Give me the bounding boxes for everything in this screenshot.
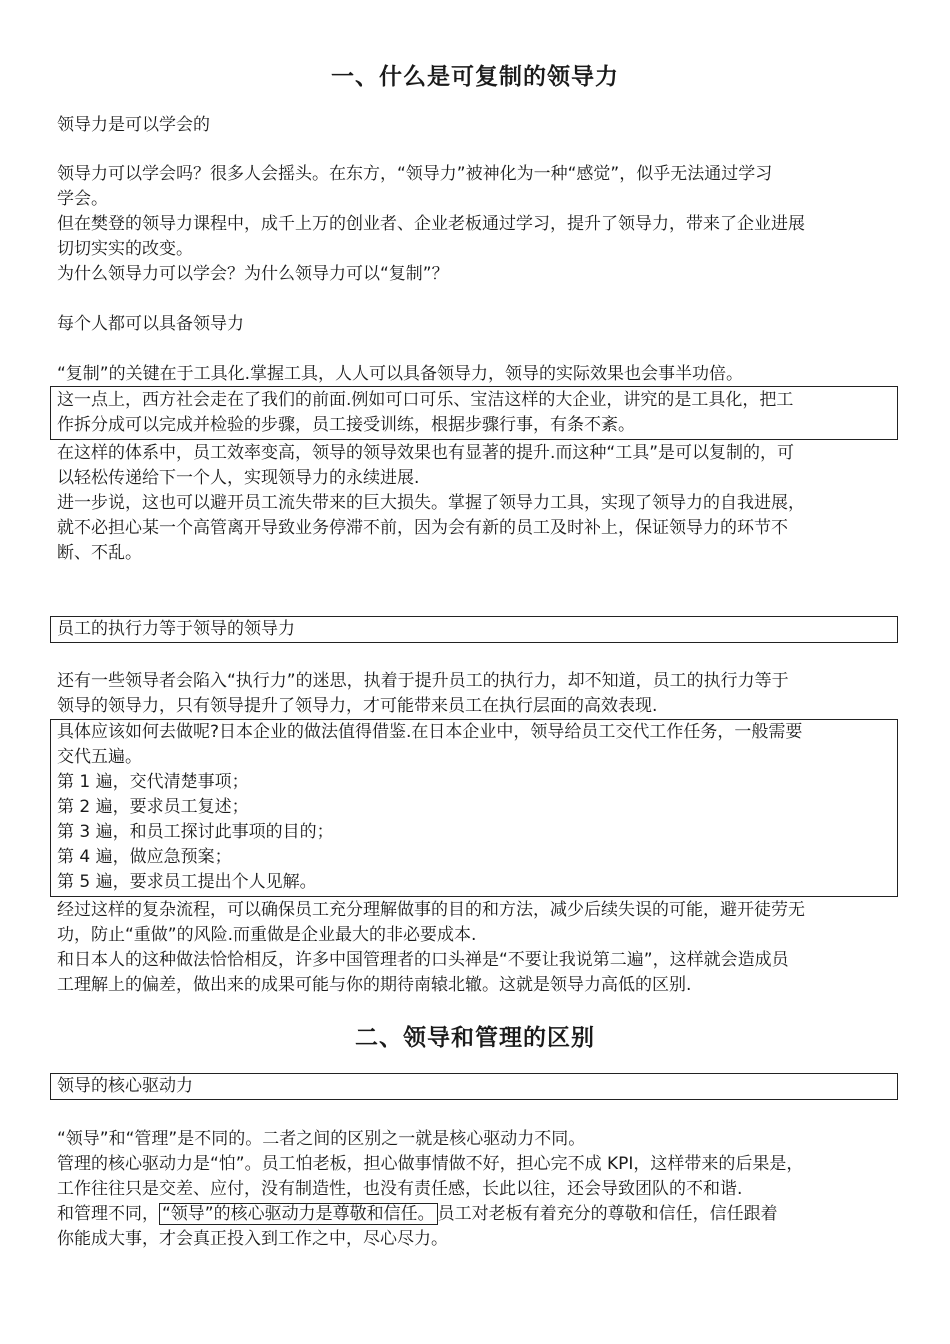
text-line: 切切实实的改变。 (57, 239, 193, 259)
text-line: 为什么领导力可以学会？为什么领导力可以“复制”？ (57, 264, 449, 284)
text-line: 进一步说，这也可以避开员工流失带来的巨大损失。掌握了领导力工具，实现了领导力的自我进展， (57, 493, 805, 513)
text-line: 但在樊登的领导力课程中，成千上万的创业者、企业老板通过学习，提升了领导力，带来了企业进展 (57, 214, 805, 234)
text-line: 断、不乱。 (57, 543, 142, 563)
list-item: 第 3 遍，和员工探讨此事项的目的； (57, 822, 334, 842)
subheading-learnable: 领导力是可以学会的 (57, 115, 210, 135)
text-line: 管理的核心驱动力是“怕”。员工怕老板，担心做事情做不好，担心完不成 KPI，这样带来的后果是， (57, 1154, 804, 1174)
text-line: 和日本人的这种做法恰恰相反，许多中国管理者的口头禅是“不要让我说第二遍”，这样就会造成员 (57, 950, 789, 970)
text-line: 工作往往只是交差、应付，没有制造性，也没有责任感，长此以往，还会导致团队的不和谐. (57, 1179, 743, 1199)
paragraph-execution (57, 669, 897, 719)
text-line: 作拆分成可以完成并检验的步骤，员工接受训练，根据步骤行事，有条不紊。 (57, 415, 635, 435)
text-segment: 员工对老板有着充分的尊敬和信任，信任跟着 (437, 1204, 778, 1224)
list-item: 第 1 遍，交代清楚事项； (57, 772, 249, 792)
text-line: 领导力可以学会吗？很多人会摇头。在东方，“领导力”被神化为一种“感觉”，似乎无法通过学习 (57, 164, 773, 184)
list-item: 第 2 遍，要求员工复述； (57, 797, 249, 817)
text-line: “领导”和“管理”是不同的。二者之间的区别之一就是核心驱动力不同。 (57, 1129, 586, 1149)
text-line: 具体应该如何去做呢?日本企业的做法值得借鉴.在日本企业中，领导给员工交代工作任务，一般需要 (57, 722, 803, 742)
paragraph-difference (57, 1127, 897, 1202)
paragraph-intro (57, 162, 897, 287)
list-item: 第 4 遍，做应急预案； (57, 847, 232, 867)
section-2-title: 二、领导和管理的区别 (355, 1025, 595, 1051)
text-line: 还有一些领导者会陷入“执行力”的迷思，执着于提升员工的执行力，却不知道，员工的执行力等于 (57, 671, 789, 691)
text-line: 你能成大事，才会真正投入到工作之中，尽心尽力。 (57, 1229, 448, 1249)
paragraph-process (57, 898, 897, 998)
subheading-everyone: 每个人都可以具备领导力 (57, 314, 244, 334)
text-line: 领导的领导力，只有领导提升了领导力，才可能带来员工在执行层面的高效表现. (57, 696, 658, 716)
text-line: 以轻松传递给下一个人，实现领导力的永续进展. (57, 468, 420, 488)
text-line: 就不必担心某一个高管离开导致业务停滞不前，因为会有新的员工及时补上，保证领导力的环节不 (57, 518, 788, 538)
text-line (57, 1202, 897, 1227)
boxed-paragraph-west (57, 388, 897, 438)
paragraph-system (57, 441, 897, 566)
text-line: 交代五遍。 (57, 747, 142, 767)
highlighted-phrase: “领导”的核心驱动力是尊敬和信任。 (159, 1203, 438, 1225)
section-1-title: 一、什么是可复制的领导力 (331, 64, 619, 90)
subheading-execution: 员工的执行力等于领导的领导力 (57, 619, 295, 639)
text-line: 学会。 (57, 189, 108, 209)
boxed-list-japan (57, 720, 897, 895)
paragraph-copy-key: “复制”的关键在于工具化.掌握工具，人人可以具备领导力，领导的实际效果也会事半功倍。 (57, 364, 744, 384)
text-segment: 和管理不同， (57, 1204, 159, 1224)
list-item: 第 5 遍，要求员工提出个人见解。 (57, 872, 317, 892)
subheading-core-drive: 领导的核心驱动力 (57, 1076, 193, 1096)
text-line: 工理解上的偏差，做出来的成果可能与你的期待南辕北辙。这就是领导力高低的区别. (57, 975, 692, 995)
text-line: 这一点上，西方社会走在了我们的前面.例如可口可乐、宝洁这样的大企业，讲究的是工具化，把工 (57, 390, 794, 410)
text-line: 功，防止“重做”的风险.而重做是企业最大的非必要成本. (57, 925, 477, 945)
text-line: 在这样的体系中，员工效率变高，领导的领导效果也有显著的提升.而这种“工具”是可以复制的，可 (57, 443, 795, 463)
text-line: 经过这样的复杂流程，可以确保员工充分理解做事的目的和方法，减少后续失误的可能，避开徒劳无 (57, 900, 805, 920)
paragraph-trust (57, 1202, 897, 1252)
